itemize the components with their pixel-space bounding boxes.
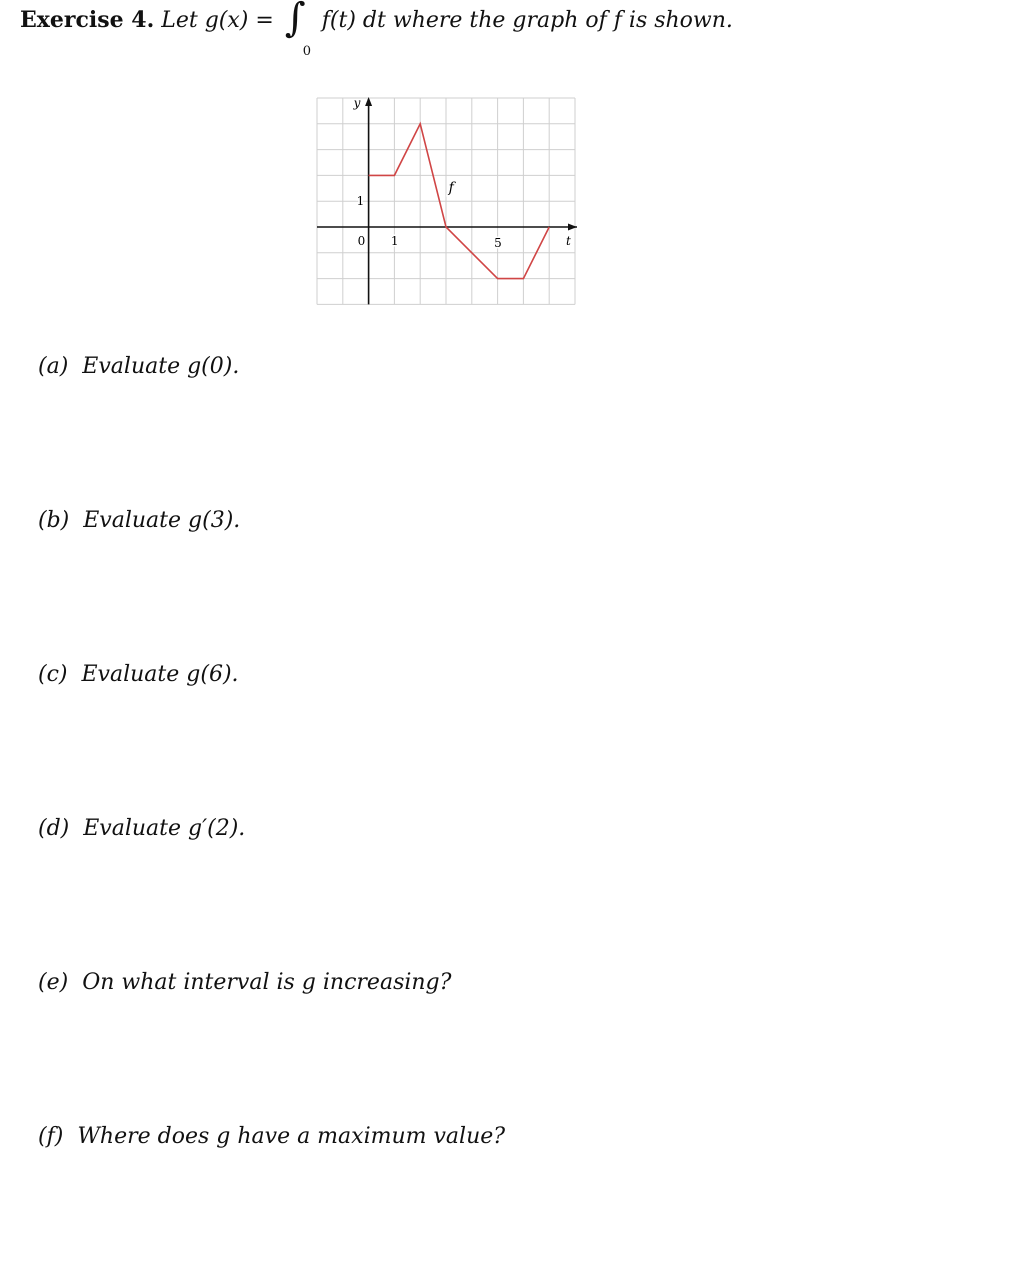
integral-sign-icon: ∫ (284, 0, 306, 41)
graph-canvas (316, 96, 578, 308)
exercise-title: Exercise 4. (20, 7, 155, 33)
y-tick-label-1: 1 (356, 194, 365, 209)
x-tick-label-5: 5 (494, 236, 502, 250)
question-label: (c) (38, 662, 68, 687)
function-graph (316, 96, 578, 308)
question-a (38, 354, 239, 379)
x-tick-label-1: 1 (390, 234, 399, 248)
origin-tick-label: 0 (357, 234, 366, 248)
question-text: Evaluate g(6). (81, 662, 239, 687)
t-axis-label: t (566, 234, 571, 248)
curve-label: f (448, 180, 454, 197)
question-label: (d) (38, 816, 70, 841)
question-label: (f) (38, 1124, 64, 1149)
integral-symbol (281, 0, 315, 59)
question-text: Evaluate g(0). (82, 354, 240, 379)
question-b (38, 508, 240, 533)
question-f (38, 1124, 505, 1149)
question-text: On what interval is g increasing? (82, 970, 452, 995)
exercise-tail: where the graph of f is shown. (392, 8, 733, 33)
integral-lower-limit: 0 (302, 44, 312, 59)
question-c (38, 662, 239, 687)
integrand: f(t) dt (321, 8, 386, 33)
exercise-header (20, 2, 733, 62)
y-axis-label: y (353, 96, 361, 110)
question-text: Evaluate g(3). (83, 508, 241, 533)
question-e (38, 970, 451, 995)
question-label: (e) (38, 970, 69, 995)
question-label: (b) (38, 508, 70, 533)
t-axis-arrow-icon (568, 224, 577, 231)
question-text: Evaluate g′(2). (83, 816, 246, 841)
question-d (38, 816, 245, 841)
question-text: Where does g have a maximum value? (77, 1124, 506, 1149)
question-label: (a) (38, 354, 69, 379)
exercise-lead: Let g(x) = (161, 8, 274, 33)
